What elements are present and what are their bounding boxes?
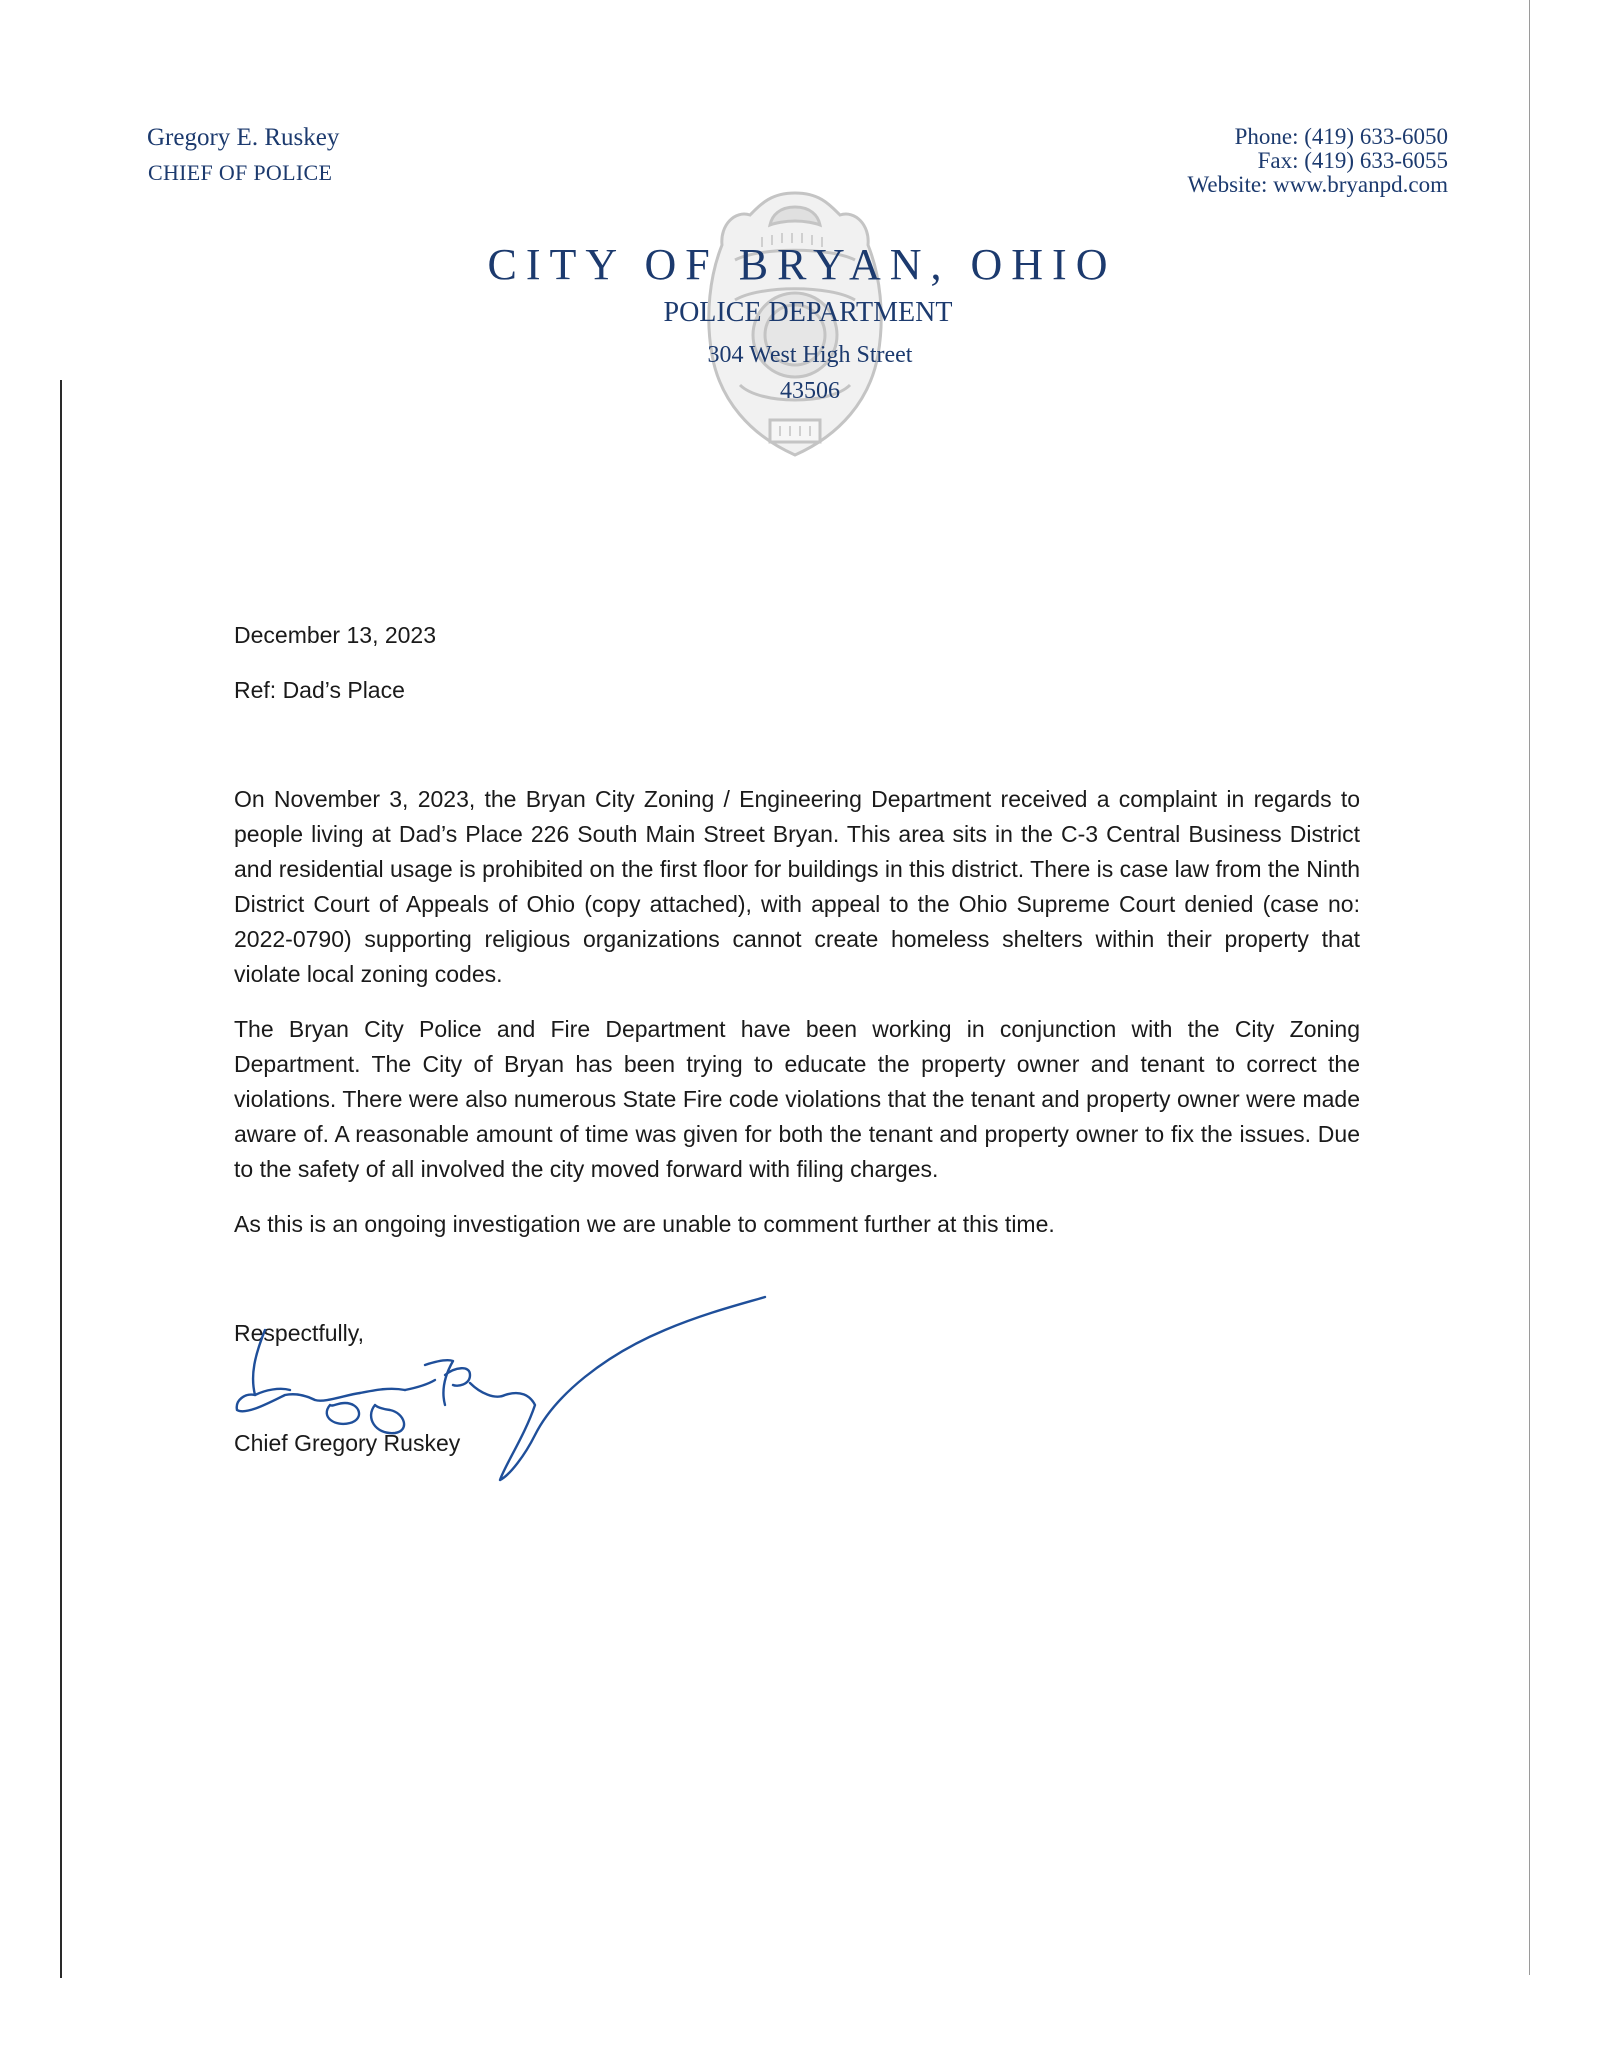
paragraph-enforcement: The Bryan City Police and Fire Department have been working in conjunction with the City Zoning Department. The City of Bryan has been trying to educate the property owner and tenant to correct the violations. There were also numerous State Fire code violations that the tenant and property owner were made aware of. A reasonable amount of time was given for both the tenant and property owner to fix the issues. Due to the safety of all involved the city moved forward with filing charges. xyxy=(234,1016,1360,1182)
paragraph-complaint: On November 3, 2023, the Bryan City Zoning / Engineering Department received a complaint in regards to people living at Dad’s Place 226 South Main Street Bryan. This area sits in the C-3 Central Business District and residential usage is prohibited on the first floor for buildings in this district. There is case law from the Ninth District Court of Appeals of Ohio (copy attached), with appeal to the Ohio Supreme Court denied (case no: 2022-0790) supporting religious organizations cannot create homeless shelters within their property that violate local zoning codes. xyxy=(234,786,1360,987)
scan-edge-left xyxy=(60,380,62,1978)
department-heading: POLICE DEPARTMENT xyxy=(663,297,953,328)
website-link[interactable]: Website: www.bryanpd.com xyxy=(1187,172,1448,197)
paragraph-ongoing: As this is an ongoing investigation we are unable to comment further at this time. xyxy=(234,1211,1055,1237)
city-heading: CITY OF BRYAN, OHIO xyxy=(487,240,1117,289)
chief-title: CHIEF OF POLICE xyxy=(148,160,333,185)
contact-block xyxy=(1188,125,1448,197)
signatory-name: Chief Gregory Ruskey xyxy=(234,1430,461,1456)
chief-name: Gregory E. Ruskey xyxy=(147,124,340,151)
fax-number: Fax: (419) 633-6055 xyxy=(1257,148,1448,173)
letter-date: December 13, 2023 xyxy=(234,622,437,648)
letter-closing: Respectfully, xyxy=(234,1320,364,1346)
street-address: 304 West High Street xyxy=(707,342,913,368)
letter-reference: Ref: Dad’s Place xyxy=(234,677,405,703)
phone-number: Phone: (419) 633-6050 xyxy=(1234,124,1448,149)
zip-code: 43506 xyxy=(780,378,840,404)
